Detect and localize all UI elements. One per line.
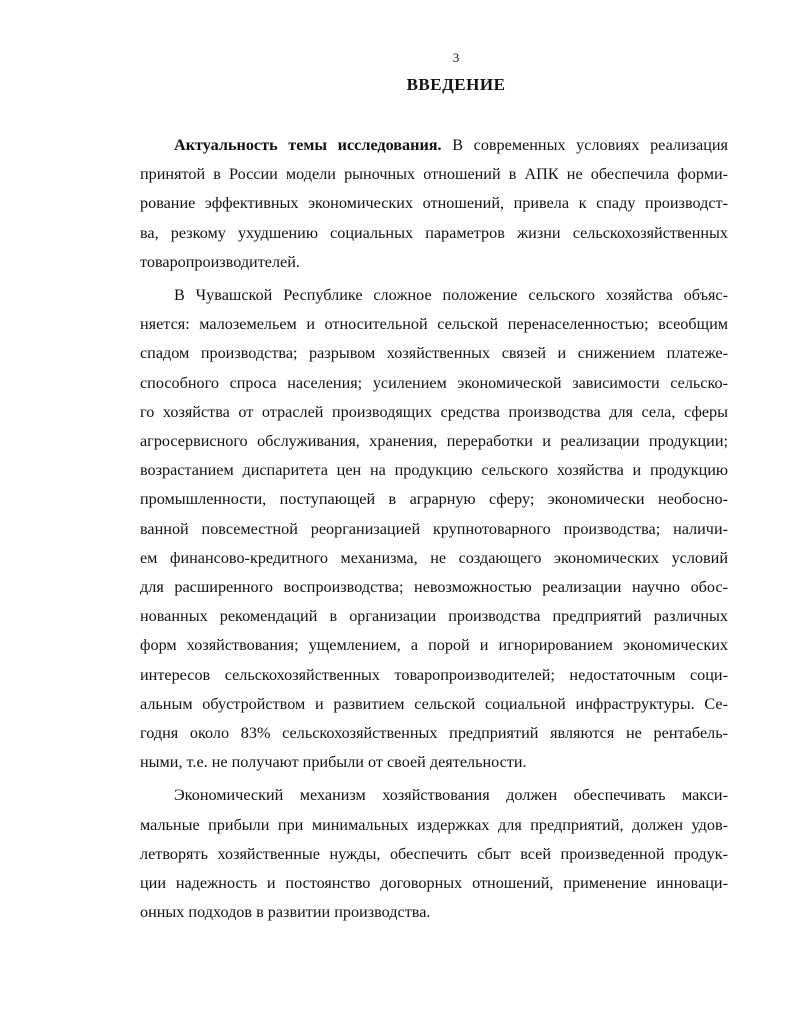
- text-line: способного спроса населения; усилением экономической зависимости сельско-: [140, 373, 728, 392]
- text-line: В Чувашской Республике сложное положение сельского хозяйства объяс-: [174, 286, 728, 305]
- text-line: ва, резкому ухудшению социальных параметров жизни сельскохозяйственных: [140, 223, 728, 242]
- paragraph-relevance: [140, 131, 728, 277]
- page-number: 3: [452, 50, 460, 65]
- text-line: ции надежность и постоянство договорных отношений, применение инновaци-: [140, 874, 728, 893]
- text-line: нованных рекомендаций в организации производства предприятий различных: [140, 607, 728, 626]
- text-line: го хозяйства от отраслей производящих средства производства для села, сферы: [140, 402, 728, 421]
- text-line: ем финансово-кредитного механизма, не создающего экономических условий: [140, 548, 728, 567]
- paragraph-lead: Актуальность темы исследования.: [174, 136, 442, 154]
- text-line: для расширенного воспроизводства; невозможностью реализации научно обос-: [140, 578, 728, 597]
- paragraph-mechanism: [140, 781, 728, 927]
- text-line: онных подходов в развитии производства.: [140, 903, 431, 922]
- text-line: принятой в России модели рыночных отношений в АПК не обеспечила форми-: [140, 165, 728, 184]
- text-line: альным обустройством и развитием сельской социальной инфраструктуры. Се-: [140, 694, 728, 713]
- text-line: годня около 83% сельскохозяйственных предприятий являются не рентабель-: [140, 724, 728, 743]
- text-line: промышленности, поступающей в аграрную сферу; экономически необосно-: [140, 490, 728, 509]
- text-line: Экономический механизм хозяйствования должен обеспечивать макси-: [174, 786, 728, 805]
- text-line: форм хозяйствования; ущемлением, а порой и игнорированием экономических: [140, 636, 728, 655]
- text-line: Актуальность темы исследования. В современных условиях реализация: [174, 136, 728, 154]
- text-line: интересов сельскохозяйственных товаропроизводителей; недостаточным соци-: [140, 665, 728, 684]
- text-line: ными, т.е. не получают прибыли от своей деятельности.: [140, 753, 527, 772]
- text-line: няется: малоземельем и относительной сельской перенаселенностью; всеобщим: [140, 315, 728, 334]
- text-line: мальные прибыли при минимальных издержках для предприятий, должен удов-: [140, 815, 728, 834]
- text-line: ванной повсеместной реорганизацией крупнотоварного производства; наличи-: [140, 519, 728, 538]
- text-line: спадом производства; разрывом хозяйственных связей и снижением платеже-: [140, 344, 728, 363]
- paragraph-chuvash: [140, 281, 728, 777]
- text-line: агросервисного обслуживания, хранения, переработки и реализации продукции;: [140, 432, 728, 451]
- text-line: товаропроизводителей.: [140, 252, 300, 271]
- page-heading: ВВЕДЕНИЕ: [406, 75, 506, 94]
- text-line: рование эффективных экономических отношений, привела к спаду производст-: [140, 194, 728, 213]
- text-line: летворять хозяйственные нужды, обеспечить сбыт всей произведенной продук-: [140, 844, 728, 863]
- body-text: [140, 131, 728, 927]
- text-line: возрастанием диспаритета цен на продукцию сельского хозяйства и продукцию: [140, 461, 728, 480]
